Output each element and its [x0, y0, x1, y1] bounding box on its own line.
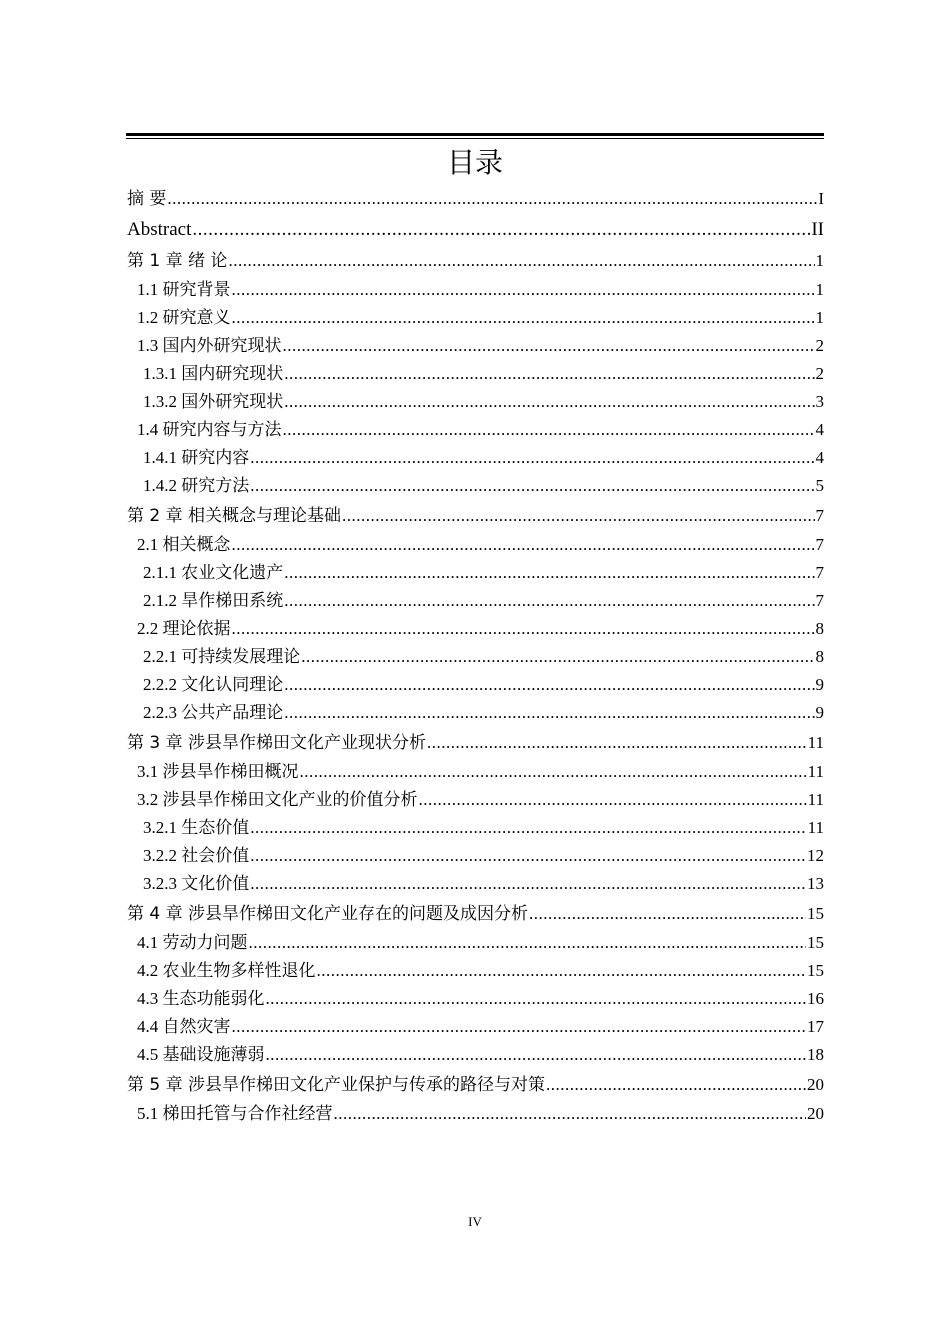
toc-entry-page: 4	[815, 420, 824, 439]
toc-entry-subsection[interactable]	[127, 360, 824, 388]
toc-leader-dots	[529, 898, 806, 929]
toc-entry-label: 2.1.2 旱作梯田系统	[143, 591, 284, 610]
toc-leader-dots	[284, 699, 814, 727]
toc-entry-page: 15	[807, 904, 824, 923]
toc-leader-dots	[250, 472, 814, 500]
toc-entry-label: 2.2.3 公共产品理论	[143, 703, 284, 722]
toc-entry-page: 2	[815, 336, 824, 355]
table-of-contents	[127, 183, 824, 1128]
toc-entry-label: 2.1.1 农业文化遗产	[143, 563, 284, 582]
toc-entry-page: 7	[815, 535, 824, 554]
toc-entry-label: 1.4.2 研究方法	[143, 476, 250, 495]
toc-leader-dots	[250, 842, 806, 870]
toc-entry-subsection[interactable]	[127, 842, 824, 870]
toc-entry-label: 2.2 理论依据	[137, 619, 231, 638]
toc-entry-chapter[interactable]	[127, 1069, 824, 1100]
toc-entry-page: 20	[807, 1104, 824, 1123]
toc-entry-section[interactable]	[127, 531, 824, 559]
toc-leader-dots	[419, 786, 807, 814]
toc-entry-label: 4.2 农业生物多样性退化	[137, 961, 316, 980]
toc-leader-dots	[232, 615, 815, 643]
toc-leader-dots	[427, 727, 807, 758]
toc-entry-page: 2	[815, 364, 824, 383]
toc-entry-label: 3.1 涉县旱作梯田概况	[137, 762, 299, 781]
toc-entry-label: 2.2.1 可持续发展理论	[143, 647, 301, 666]
toc-entry-label: 第 4 章 涉县旱作梯田文化产业存在的问题及成因分析	[127, 904, 529, 924]
toc-entry-page: 11	[807, 790, 824, 809]
toc-leader-dots	[250, 870, 806, 898]
toc-entry-label: 4.3 生态功能弱化	[137, 989, 265, 1008]
toc-entry-section[interactable]	[127, 332, 824, 360]
toc-entry-section[interactable]	[127, 304, 824, 332]
toc-entry-section[interactable]	[127, 1100, 824, 1128]
toc-entry-label: 2.1 相关概念	[137, 535, 231, 554]
toc-leader-dots	[250, 444, 814, 472]
toc-entry-label: 第 3 章 涉县旱作梯田文化产业现状分析	[127, 733, 427, 753]
toc-leader-dots	[249, 929, 807, 957]
toc-entry-section[interactable]	[127, 1013, 824, 1041]
toc-entry-page: 9	[815, 675, 824, 694]
toc-entry-label: 1.4 研究内容与方法	[137, 420, 282, 439]
toc-leader-dots	[284, 587, 814, 615]
toc-leader-dots	[266, 1041, 807, 1069]
toc-entry-section[interactable]	[127, 929, 824, 957]
toc-entry-chapter[interactable]	[127, 500, 824, 531]
top-rule-thin	[126, 138, 824, 139]
toc-entry-page: 1	[815, 280, 824, 299]
toc-entry-page: 20	[807, 1075, 824, 1094]
toc-leader-dots	[284, 388, 814, 416]
toc-entry-label: 3.2.3 文化价值	[143, 874, 250, 893]
toc-entry-section[interactable]	[127, 957, 824, 985]
toc-entry-label: Abstract	[127, 219, 192, 240]
toc-entry-page: II	[811, 219, 824, 240]
toc-entry-section[interactable]	[127, 786, 824, 814]
toc-entry-chapter[interactable]	[127, 183, 824, 214]
toc-entry-page: 3	[815, 392, 824, 411]
toc-entry-section[interactable]	[127, 276, 824, 304]
toc-leader-dots	[283, 416, 815, 444]
toc-leader-dots	[284, 559, 814, 587]
page-number-footer: IV	[468, 1214, 482, 1229]
toc-entry-section[interactable]	[127, 758, 824, 786]
toc-entry-label: 4.1 劳动力问题	[137, 933, 248, 952]
toc-entry-subsection[interactable]	[127, 559, 824, 587]
toc-entry-label: 1.3 国内外研究现状	[137, 336, 282, 355]
toc-entry-page: 4	[815, 448, 824, 467]
toc-leader-dots	[232, 1013, 807, 1041]
toc-leader-dots	[284, 360, 814, 388]
toc-entry-label: 1.3.1 国内研究现状	[143, 364, 284, 383]
toc-entry-page: 13	[807, 874, 824, 893]
toc-leader-dots	[228, 245, 814, 276]
toc-entry-page: I	[818, 189, 824, 208]
toc-entry-section[interactable]	[127, 416, 824, 444]
toc-entry-subsection[interactable]	[127, 814, 824, 842]
toc-entry-page: 5	[815, 476, 824, 495]
toc-entry-page: 1	[815, 251, 824, 270]
toc-entry-section[interactable]	[127, 1041, 824, 1069]
toc-entry-page: 11	[807, 762, 824, 781]
toc-entry-label: 第 1 章 绪 论	[127, 251, 228, 271]
toc-entry-page: 1	[815, 308, 824, 327]
toc-leader-dots	[300, 758, 807, 786]
toc-leader-dots	[232, 531, 815, 559]
toc-entry-label: 1.1 研究背景	[137, 280, 231, 299]
toc-entry-subsection[interactable]	[127, 388, 824, 416]
toc-entry-label: 5.1 梯田托管与合作社经营	[137, 1104, 333, 1123]
toc-title: 目录	[446, 146, 503, 179]
toc-leader-dots	[546, 1069, 806, 1100]
toc-entry-section[interactable]	[127, 985, 824, 1013]
toc-entry-label: 2.2.2 文化认同理论	[143, 675, 284, 694]
top-rule-thick	[126, 133, 824, 136]
toc-entry-subsection[interactable]	[127, 472, 824, 500]
toc-entry-page: 16	[807, 989, 824, 1008]
toc-entry-label: 3.2.2 社会价值	[143, 846, 250, 865]
toc-entry-page: 11	[807, 733, 824, 752]
toc-leader-dots	[334, 1100, 807, 1128]
toc-entry-subsection[interactable]	[127, 671, 824, 699]
toc-entry-page: 7	[815, 591, 824, 610]
toc-entry-page: 15	[807, 933, 824, 952]
toc-entry-label: 第 2 章 相关概念与理论基础	[127, 506, 342, 526]
toc-entry-chapter[interactable]	[127, 245, 824, 276]
toc-leader-dots	[192, 214, 810, 245]
toc-leader-dots	[342, 500, 814, 531]
toc-leader-dots	[232, 304, 815, 332]
toc-leader-dots	[283, 332, 815, 360]
toc-entry-subsection[interactable]	[127, 587, 824, 615]
toc-entry-subsection[interactable]	[127, 643, 824, 671]
toc-entry-section[interactable]	[127, 615, 824, 643]
toc-leader-dots	[301, 643, 814, 671]
toc-entry-subsection[interactable]	[127, 870, 824, 898]
toc-entry-chapter[interactable]	[127, 727, 824, 758]
toc-entry-page: 7	[815, 563, 824, 582]
toc-entry-page: 11	[807, 818, 824, 837]
toc-leader-dots	[284, 671, 814, 699]
toc-entry-label: 4.5 基础设施薄弱	[137, 1045, 265, 1064]
toc-entry-page: 15	[807, 961, 824, 980]
toc-leader-dots	[167, 183, 817, 214]
toc-entry-page: 8	[815, 619, 824, 638]
toc-entry-page: 9	[815, 703, 824, 722]
toc-entry-page: 17	[807, 1017, 824, 1036]
toc-leader-dots	[250, 814, 806, 842]
toc-entry-label: 摘 要	[127, 189, 167, 209]
toc-entry-label: 1.3.2 国外研究现状	[143, 392, 284, 411]
toc-entry-label: 4.4 自然灾害	[137, 1017, 231, 1036]
toc-entry-label: 1.4.1 研究内容	[143, 448, 250, 467]
toc-entry-page: 18	[807, 1045, 824, 1064]
toc-entry-label: 3.2.1 生态价值	[143, 818, 250, 837]
toc-entry-chapter[interactable]	[127, 214, 824, 245]
toc-entry-subsection[interactable]	[127, 699, 824, 727]
toc-entry-label: 1.2 研究意义	[137, 308, 231, 327]
toc-leader-dots	[266, 985, 807, 1013]
toc-entry-label: 第 5 章 涉县旱作梯田文化产业保护与传承的路径与对策	[127, 1075, 546, 1095]
toc-entry-chapter[interactable]	[127, 898, 824, 929]
toc-leader-dots	[232, 276, 815, 304]
toc-entry-label: 3.2 涉县旱作梯田文化产业的价值分析	[137, 790, 418, 809]
toc-entry-subsection[interactable]	[127, 444, 824, 472]
toc-entry-page: 8	[815, 647, 824, 666]
toc-leader-dots	[317, 957, 807, 985]
toc-entry-page: 7	[815, 506, 824, 525]
toc-entry-page: 12	[807, 846, 824, 865]
